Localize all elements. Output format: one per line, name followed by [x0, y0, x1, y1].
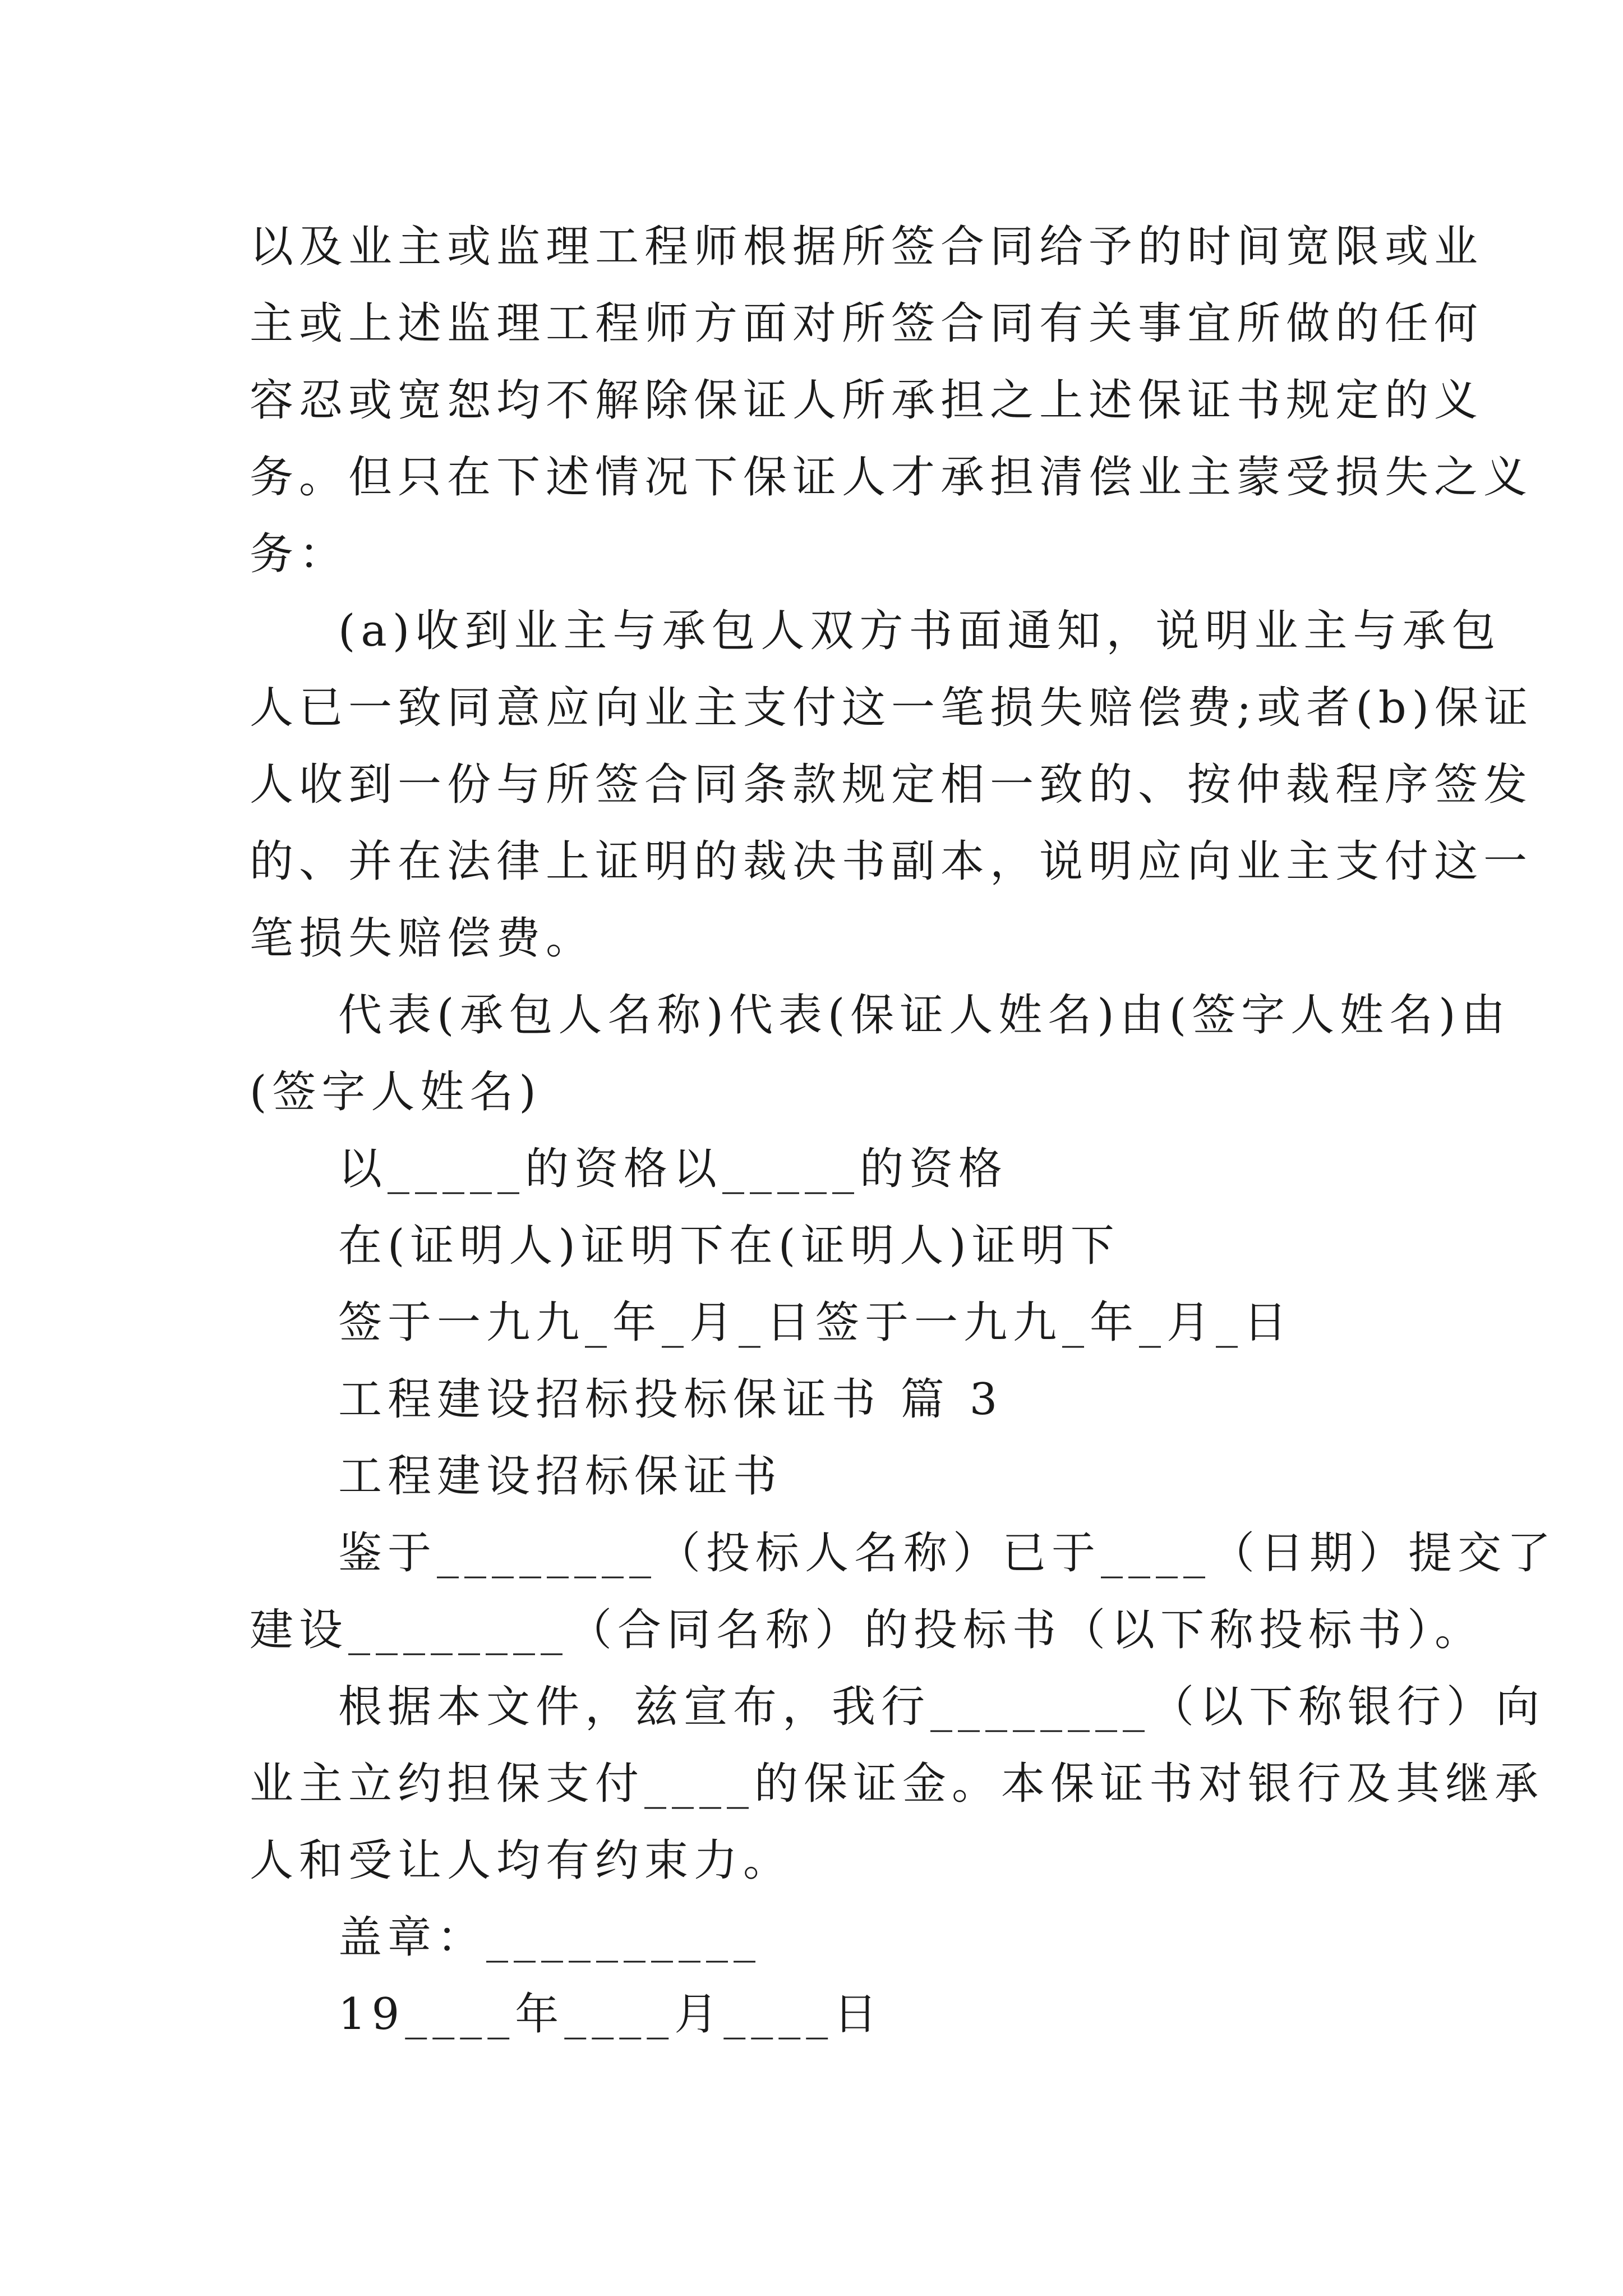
paragraph-line: 主或上述监理工程师方面对所签合同有关事宜所做的任何: [250, 298, 1484, 349]
document-title: 工程建设招标保证书: [338, 1451, 783, 1502]
paragraph-line: 容忍或宽恕均不解除保证人所承担之上述保证书规定的义: [250, 375, 1484, 426]
paragraph-line: 笔损失赔偿费。: [250, 913, 596, 964]
paragraph-line: 以_____的资格以_____的资格: [338, 1144, 1008, 1194]
paragraph-line: 人已一致同意应向业主支付这一笔损失赔偿费;或者(b)保证: [250, 683, 1534, 733]
paragraph-line: 的、并在法律上证明的裁决书副本，说明应向业主支付这一: [250, 836, 1533, 887]
paragraph-line: 人收到一份与所签合同条款规定相一致的、按仲裁程序签发: [250, 760, 1533, 810]
paragraph-line: (签字人姓名): [250, 1067, 542, 1117]
paragraph-line: 务：: [250, 529, 349, 579]
paragraph-line: 业主立约担保支付____的保证金。本保证书对银行及其继承: [250, 1759, 1544, 1809]
paragraph-line: 鉴于________（投标人名称）已于____（日期）提交了: [338, 1528, 1557, 1579]
paragraph-line: 根据本文件，兹宣布，我行________（以下称银行）向: [338, 1682, 1546, 1732]
paragraph-line: 人和受让人均有约束力。: [250, 1835, 793, 1886]
paragraph-line: 在(证明人)证明下在(证明人)证明下: [338, 1221, 1120, 1271]
paragraph-line: (a)收到业主与承包人双方书面通知，说明业主与承包: [338, 606, 1501, 656]
paragraph-line: 务。但只在下述情况下保证人才承担清偿业主蒙受损失之义: [250, 452, 1533, 503]
paragraph-line: 以及业主或监理工程师根据所签合同给予的时间宽限或业: [250, 222, 1484, 272]
paragraph-line: 代表(承包人名称)代表(保证人姓名)由(签字人姓名)由: [338, 990, 1511, 1041]
document-body: [250, 209, 1557, 2053]
section-heading: 工程建设招标投标保证书 篇 3: [338, 1374, 1003, 1425]
paragraph-line: 建设________（合同名称）的投标书（以下称投标书）。: [250, 1605, 1484, 1655]
seal-line: 盖章：__________: [338, 1912, 762, 1963]
paragraph-line: 签于一九九_年_月_日签于一九九_年_月_日: [338, 1297, 1293, 1348]
date-line: 19____年____月____日: [338, 1989, 883, 2040]
